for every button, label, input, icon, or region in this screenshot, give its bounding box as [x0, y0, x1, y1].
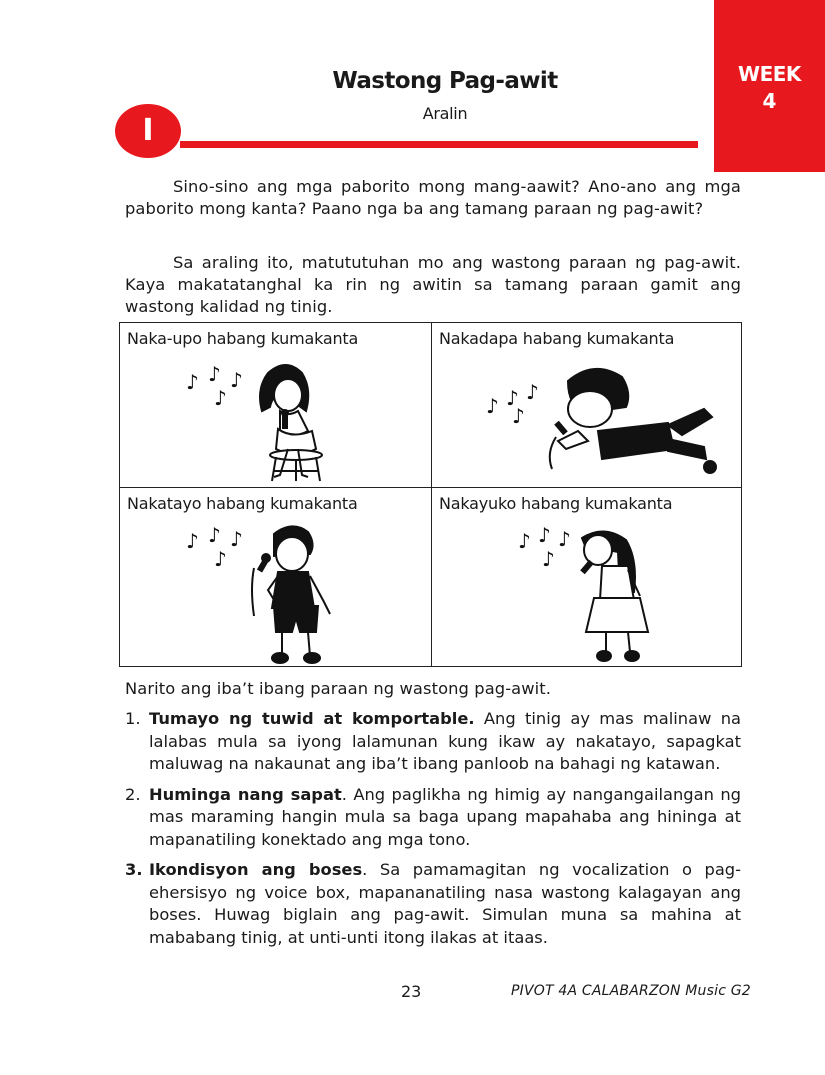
- intro-text-1: Sino-sino ang mga paborito mong mang-aawit? Ano-ano ang mga paborito mong kanta? Paano nga ba ang tamang paraan ng pag-awit?: [125, 177, 741, 218]
- step-heading: Ikondisyon ang boses: [149, 860, 363, 879]
- step-text: Ang tinig ay mas malinaw na lalabas mula sa iyong lalamunan kung ikaw ay nakatayo, sapagkat maluwag na nakaunat ang iba’t ibang panloob na bahagi ng katawan.: [149, 709, 741, 773]
- page-title: Wastong Pag-awit: [332, 68, 558, 94]
- svg-text:♪: ♪: [214, 386, 227, 410]
- step-heading: Huminga nang sapat: [149, 784, 342, 804]
- week-tab: [714, 0, 825, 172]
- intro-text-2: Sa araling ito, matututuhan mo ang wastong paraan ng pag-awit. Kaya makatatanghal ka rin ng awitin sa tamang paraan gamit ang wastong kalidad ng tinig.: [125, 253, 741, 316]
- svg-text:♪: ♪: [538, 523, 551, 547]
- singing-positions-table: [119, 322, 742, 667]
- cell-label: Nakayuko habang kumakanta: [439, 494, 673, 513]
- intro-paragraph-1: [125, 176, 741, 220]
- cell-label: Nakadapa habang kumakanta: [439, 329, 675, 348]
- step-heading: Tumayo ng tuwid at komportable.: [149, 709, 475, 728]
- list-item: [125, 784, 741, 852]
- steps-list: [125, 708, 741, 949]
- list-item: [125, 859, 741, 949]
- cell-label: Nakatayo habang kumakanta: [127, 494, 358, 513]
- section-marker: I: [115, 104, 181, 158]
- svg-text:♪: ♪: [214, 547, 227, 571]
- svg-text:♪: ♪: [486, 394, 499, 418]
- svg-text:♪: ♪: [208, 362, 221, 386]
- step-number: 2.: [125, 784, 141, 804]
- svg-text:♪: ♪: [526, 380, 539, 404]
- step-number: 1.: [125, 709, 141, 728]
- svg-text:♪: ♪: [230, 527, 243, 551]
- step-number: 3.: [125, 860, 143, 879]
- cell-bowing: [432, 488, 743, 668]
- intro-paragraph-2: [125, 252, 741, 318]
- week-label: WEEK: [738, 62, 801, 86]
- svg-text:♪: ♪: [506, 386, 519, 410]
- cell-label: Naka-upo habang kumakanta: [127, 329, 359, 348]
- header-divider: [180, 141, 698, 148]
- cell-sitting: [120, 323, 431, 487]
- svg-text:♪: ♪: [186, 529, 199, 553]
- step-text: . Ang paglikha ng himig ay nangangailangan ng mas maraming hangin mula sa baga upang mapahaba ang hininga at mapanatiling konektado ang mga tono.: [149, 784, 741, 849]
- svg-text:♪: ♪: [208, 523, 221, 547]
- bowing-singer-illustration: [512, 518, 692, 666]
- standing-singer-illustration: [180, 518, 360, 666]
- page-number: 23: [401, 982, 422, 1001]
- svg-text:♪: ♪: [518, 529, 531, 553]
- svg-text:♪: ♪: [230, 368, 243, 392]
- svg-text:♪: ♪: [512, 404, 525, 428]
- svg-text:♪: ♪: [542, 547, 555, 571]
- cell-lying: [432, 323, 743, 487]
- sitting-singer-illustration: [180, 359, 360, 485]
- week-number: 4: [762, 89, 777, 113]
- footer-source: PIVOT 4A CALABARZON Music G2: [511, 983, 751, 999]
- lying-prone-singer-illustration: [472, 359, 732, 485]
- svg-text:♪: ♪: [558, 527, 571, 551]
- step-text: . Sa pamamagitan ng vocalization o pag-ehersisyo ng voice box, mapananatiling nasa wastong kalagayan ang boses. Huwag biglain ang pag-awit. Simulan muna sa mahina at mababang tinig, at unti-unti itong ilakas at itaas.: [149, 860, 742, 947]
- list-intro: Narito ang iba’t ibang paraan ng wastong pag-awit.: [125, 679, 552, 698]
- page-subtitle: Aralin: [422, 104, 468, 123]
- cell-standing: [120, 488, 431, 668]
- list-item: [125, 708, 741, 776]
- svg-text:♪: ♪: [186, 370, 199, 394]
